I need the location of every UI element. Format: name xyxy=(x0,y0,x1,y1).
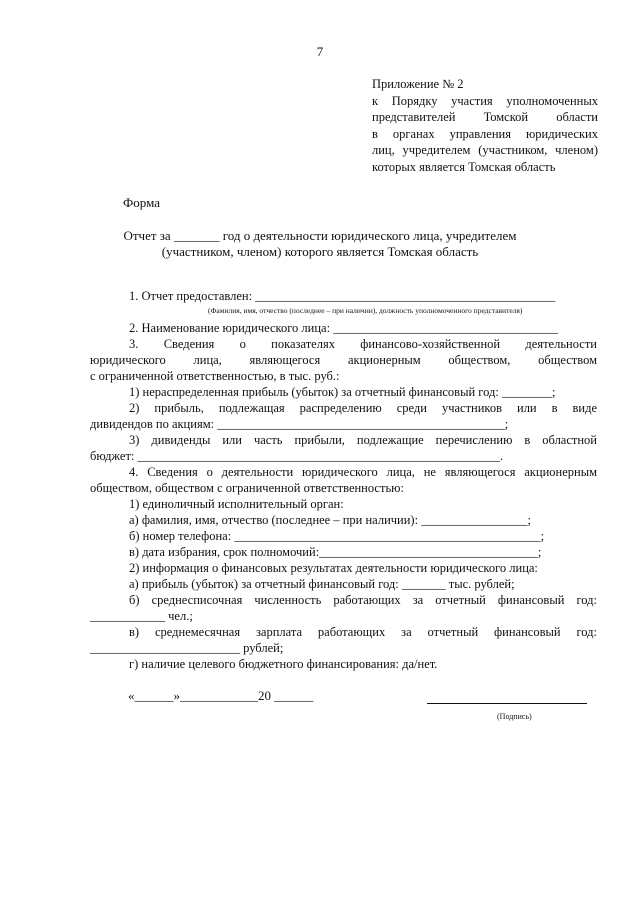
item-4-2c: в) среднемесячная зарплата работающих за отчетный финансовый год: xyxy=(129,625,597,639)
item-3-heading-cont: юридического лица, являющегося акционерным обществом, обществом xyxy=(90,353,597,367)
item-4-2b-cont: ____________ чел.; xyxy=(90,609,193,623)
annex-line: лиц, учредителем (участником, членом) xyxy=(372,143,598,157)
item-4-2: 2) информация о финансовых результатах деятельности юридического лица: xyxy=(129,561,538,575)
signature-caption: (Подпись) xyxy=(497,712,532,721)
item-4-1a: а) фамилия, имя, отчество (последнее – при наличии): _________________; xyxy=(129,513,531,527)
report-title-line: (участником, членом) которого является Томская область xyxy=(161,244,479,259)
form-label: Форма xyxy=(123,195,160,210)
report-title xyxy=(0,228,640,260)
annex-line: к Порядку участия уполномоченных xyxy=(372,93,598,108)
item-2-entity-name: 2. Наименование юридического лица: ____________________________________ xyxy=(129,321,559,335)
signature-date: «______»____________20 ______ xyxy=(128,688,314,703)
item-3-1: 1) нераспределенная прибыль (убыток) за отчетный финансовый год: ________; xyxy=(129,385,556,399)
item-4-heading-cont: обществом, обществом с ограниченной ответственностью: xyxy=(90,481,404,495)
item-3-heading: 3. Сведения о показателях финансово-хозяйственной деятельности xyxy=(129,337,597,351)
item-1-reporter: 1. Отчет предоставлен: ________________________________________________ xyxy=(129,289,556,303)
item-3-2: 2) прибыль, подлежащая распределению среди участников или в виде xyxy=(129,401,597,415)
annex-line: которых является Томская область xyxy=(372,159,556,174)
item-3-heading-cont: с ограниченной ответственностью, в тыс. руб.: xyxy=(90,369,340,383)
item-4-2b: б) среднесписочная численность работающих за отчетный финансовый год: xyxy=(129,593,597,607)
item-4-2a: а) прибыль (убыток) за отчетный финансовый год: _______ тыс. рублей; xyxy=(129,577,515,591)
page-number: 7 xyxy=(316,44,324,59)
annex-block xyxy=(372,76,598,175)
annex-line: представителей Томской области xyxy=(372,110,598,124)
item-4-2c-cont: ________________________ рублей; xyxy=(90,641,284,655)
report-title-line: Отчет за _______ год о деятельности юридического лица, учредителем xyxy=(123,228,517,243)
item-4-1b: б) номер телефона: _________________________________________________; xyxy=(129,529,545,543)
item-4-2d: г) наличие целевого бюджетного финансирования: да/нет. xyxy=(129,657,438,671)
item-3-3: 3) дивиденды или часть прибыли, подлежащие перечислению в областной xyxy=(129,433,597,447)
signature-line xyxy=(427,703,587,704)
item-4-1c: в) дата избрания, срок полномочий:___________________________________; xyxy=(129,545,542,559)
item-1-caption: (Фамилия, имя, отчество (последнее – при наличии), должность уполномоченного представителя) xyxy=(208,306,523,315)
item-4-heading: 4. Сведения о деятельности юридического лица, не являющегося акционерным xyxy=(129,465,597,479)
report-body xyxy=(90,288,597,672)
annex-title: Приложение № 2 xyxy=(372,77,464,91)
annex-line: в органах управления юридических xyxy=(372,126,598,141)
item-4-1: 1) единоличный исполнительный орган: xyxy=(129,497,344,511)
item-3-2-cont: дивидендов по акциям: ______________________________________________; xyxy=(90,417,509,431)
item-3-3-cont: бюджет: __________________________________________________________. xyxy=(90,449,504,463)
